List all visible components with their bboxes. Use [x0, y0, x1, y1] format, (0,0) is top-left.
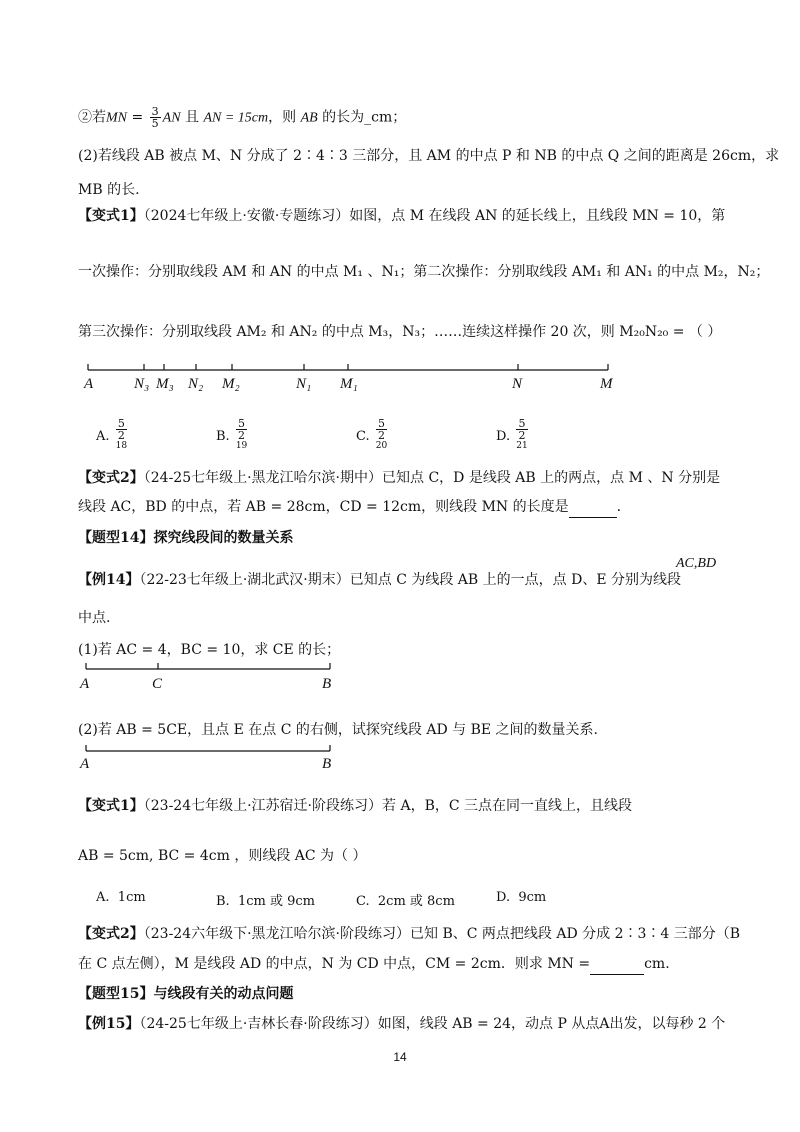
line-end: .	[616, 499, 622, 515]
math-mn: MN	[106, 110, 127, 126]
option-label: A.	[96, 890, 110, 905]
example-14-q1: (1)若 AC = 4，BC = 10，求 CE 的长；	[78, 642, 341, 658]
section-title-15: 【题型15】与线段有关的动点问题	[78, 986, 294, 1002]
option-b[interactable]	[216, 418, 249, 455]
math-an: AN	[162, 110, 181, 126]
page-number: 14	[393, 1050, 407, 1064]
option-label: B.	[216, 428, 230, 444]
option-fraction	[376, 418, 387, 455]
q-line-3: MB 的长.	[78, 182, 140, 198]
math-ab: AB	[300, 110, 318, 126]
option-fraction	[236, 418, 247, 455]
variant-text: （23-24七年级上·江苏宿迁·阶段练习）若 A，B，C 三点在同一直线上，且线段	[143, 798, 633, 814]
fraction-den	[516, 430, 527, 455]
point-label-a: A	[84, 376, 94, 392]
variant-text: （23-24六年级下·黑龙江哈尔滨·阶段练习）已知 B、C 两点把线段 AD 分成 2∶3∶4 三部分（B	[143, 926, 741, 942]
option-label: B.	[216, 894, 230, 909]
variant-text: 在 C 点左侧），M 是线段 AD 的中点，N 为 CD 中点，CM = 2cm．则求 MN =	[78, 956, 591, 972]
example-14-q2: (2)若 AB = 5CE，且点 E 在点 C 的右侧，试探究线段 AD 与 BE 之间的数量关系.	[78, 722, 598, 738]
option-text: 2cm 或 8cm	[377, 894, 455, 909]
variant-tag: 【变式2】	[78, 926, 144, 942]
fraction-num: 5	[516, 418, 527, 430]
fraction-num: 5	[236, 418, 247, 430]
q-prefix: ②若	[78, 109, 106, 126]
variant-1-line-2: 一次操作：分别取线段 AM 和 AN 的中点 M₁ 、N₁；第二次操作：分别取线段 AM₁ 和 AN₁ 的中点 M₂，N₂；	[78, 264, 770, 280]
variant-text: 线段 AC，BD 的中点，若 AB = 28cm，CD = 12cm，则线段 MN 的长度是	[78, 499, 569, 515]
example-tag: 【例15】	[78, 1016, 140, 1032]
math-an15: AN = 15cm	[203, 110, 269, 126]
option-fraction	[116, 418, 127, 455]
variant-1-line-3: 第三次操作：分别取线段 AM₂ 和 AN₂ 的中点 M₃，N₃；……连续这样操作 20 次，则 M₂₀N₂₀ = （ ）	[78, 324, 722, 340]
power-base: 2	[518, 429, 526, 442]
fraction-den	[376, 430, 387, 455]
point-label-m: M	[600, 376, 613, 392]
variant-tag: 【变式1】	[78, 208, 144, 224]
point-label-m3: M₃	[156, 376, 174, 392]
variant-text: （2024七年级上·安徽·专题练习）如图，点 M 在线段 AN 的延长线上，且线段 MN = 10，第	[143, 208, 726, 224]
option-b-2[interactable]	[216, 890, 315, 909]
q-line-2: (2)若线段 AB 被点 M、N 分成了 2∶4∶3 三部分，且 AM 的中点 P 和 NB 的中点 Q 之间的距离是 26cm，求	[78, 148, 780, 164]
fig1-label-c: C	[152, 676, 163, 692]
point-label-m2: M₂	[222, 376, 240, 392]
variant-text: （24-25七年级上·黑龙江哈尔滨·期中）已知点 C，D 是线段 AB 上的两点，点 M 、N 分别是	[143, 470, 721, 486]
fraction-num: 5	[376, 418, 387, 430]
power-base: 2	[377, 429, 385, 442]
fig2-label-a: A	[80, 756, 90, 772]
power-base: 2	[117, 429, 125, 442]
fraction-den	[116, 430, 127, 455]
option-label: C.	[356, 428, 370, 444]
variant-3-line-1	[78, 796, 632, 816]
power-base: 2	[238, 429, 246, 442]
power-exp: 18	[115, 441, 128, 451]
example-15-line-1	[78, 1014, 725, 1034]
option-label: D.	[496, 428, 511, 444]
example-tag: 【例14】	[78, 572, 140, 588]
option-text: 1cm	[117, 890, 146, 905]
math-eq: =	[127, 109, 148, 126]
option-c[interactable]	[356, 418, 389, 455]
point-label-n2: N₂	[188, 376, 204, 392]
fraction-den: 5	[151, 117, 159, 130]
variant-2-line-2	[78, 497, 621, 518]
section-title-14: 【题型14】探究线段间的数量关系	[78, 530, 294, 546]
variant-3-line-2: AB = 5cm, BC = 4cm ，则线段 AC 为（ ）	[78, 848, 367, 864]
line-end: cm.	[644, 956, 670, 972]
option-a[interactable]	[96, 418, 129, 455]
power-exp: 21	[516, 441, 528, 451]
q-end: 的长为_cm；	[317, 109, 407, 126]
variant-2-line-1	[78, 468, 720, 488]
option-label: C.	[356, 894, 370, 909]
q-mid: 且	[180, 109, 204, 126]
segment-ticks	[88, 364, 608, 370]
answer-blank[interactable]	[590, 954, 644, 975]
option-text: 1cm 或 9cm	[237, 894, 315, 909]
fraction-num: 3	[151, 105, 159, 118]
example-14-line-1	[78, 570, 681, 590]
option-text: 9cm	[518, 890, 547, 905]
option-d-2[interactable]	[496, 890, 546, 905]
option-d[interactable]	[496, 418, 530, 455]
option-c-2[interactable]	[356, 890, 455, 909]
option-label: A.	[96, 428, 110, 444]
fig2-label-b: B	[322, 756, 332, 772]
power-exp: 19	[235, 441, 248, 451]
variant-tag: 【变式2】	[78, 470, 144, 486]
fig1-label-a: A	[80, 676, 90, 692]
point-label-n: N	[512, 376, 523, 392]
math-ac-bd: AC,BD	[676, 556, 717, 571]
example-text: （24-25七年级上·吉林长春·阶段练习）如图，线段 AB = 24，动点 P 从点A出发，以每秒 2 个	[139, 1016, 726, 1032]
point-label-m1: M₁	[340, 376, 358, 392]
point-label-n3: N₃	[134, 376, 150, 392]
fraction-num: 5	[116, 418, 127, 430]
example-14-line-2: 中点.	[78, 610, 111, 626]
answer-blank[interactable]	[569, 497, 617, 518]
option-fraction	[516, 418, 527, 455]
option-label: D.	[496, 890, 511, 905]
variant-tag: 【变式1】	[78, 798, 144, 814]
variant-4-line-1	[78, 924, 740, 944]
example-text: （22-23七年级上·湖北武汉·期末）已知点 C 为线段 AB 上的一点，点 D、E 分别为线段	[139, 572, 681, 588]
fraction-den	[236, 430, 247, 455]
power-exp: 20	[375, 441, 388, 451]
q-then: ，则	[268, 109, 301, 126]
fig1-label-b: B	[322, 676, 332, 692]
point-label-n1: N₁	[296, 376, 312, 392]
option-a-2[interactable]	[96, 890, 146, 905]
variant-4-line-2	[78, 954, 670, 975]
